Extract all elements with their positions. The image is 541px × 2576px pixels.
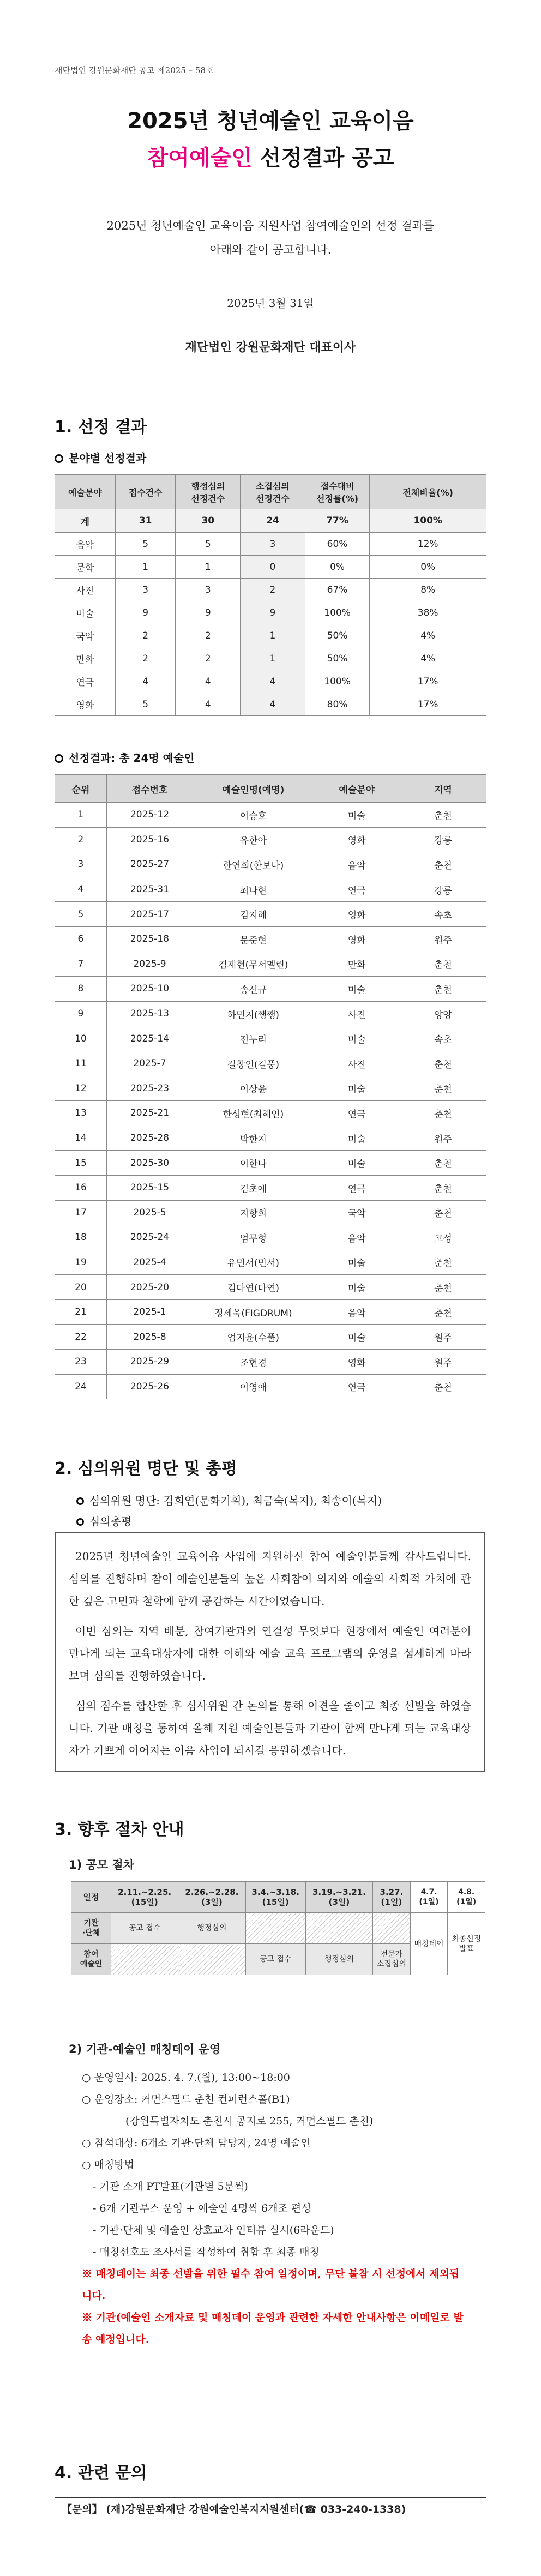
table-cell: 12% xyxy=(370,533,486,556)
table-cell: 31 xyxy=(115,509,176,533)
table-cell: 2025-17 xyxy=(106,902,193,927)
table-cell: 2025-23 xyxy=(106,1076,193,1101)
blank-cell xyxy=(305,1913,372,1944)
section3-title: 3. 향후 절차 안내 xyxy=(55,1820,184,1839)
table-cell: 24 xyxy=(55,1374,107,1399)
review-paragraph: 이번 심의는 지역 배분, 참여기관과의 연결성 무엇보다 현장에서 예술인 여러분이 만나게 되는 교육대상자에 대한 이해와 예술 교육 프로그램의 운영을 섬세하게 바라보며 심의를 진행하였습니다. xyxy=(69,1624,471,1682)
table-cell: 5 xyxy=(176,533,241,556)
org-recv-cell: 공고 접수 xyxy=(111,1913,178,1944)
table-cell: 2025-13 xyxy=(106,1001,193,1026)
table-cell: 원주 xyxy=(400,1325,486,1350)
table-cell: 4 xyxy=(176,670,241,693)
table-cell: 지향희 xyxy=(193,1200,314,1225)
table-cell: 양양 xyxy=(400,1001,486,1026)
table-header: 예술분야 xyxy=(55,475,116,509)
table-cell: 음악 xyxy=(314,1299,400,1325)
table-row xyxy=(55,1051,486,1076)
table-cell: 2025-12 xyxy=(106,803,193,828)
table-cell: 춘천 xyxy=(400,803,486,828)
table-cell: 100% xyxy=(305,670,370,693)
table-cell: 박한지 xyxy=(193,1126,314,1151)
table-row xyxy=(55,624,486,647)
table-cell: 김다연(다연) xyxy=(193,1275,314,1300)
table-header: 행정심의 선정건수 xyxy=(176,475,241,509)
table-cell: 고성 xyxy=(400,1225,486,1250)
table-cell: 1 xyxy=(241,624,305,647)
list-item: ○ 참석대상: 6개소 기관·단체 담당자, 24명 예술인 xyxy=(82,2132,464,2154)
table-cell: 67% xyxy=(305,579,370,601)
table-cell: 6 xyxy=(55,926,107,952)
table-cell: 10 xyxy=(55,1026,107,1051)
page-title-line1: 2025년 청년예술인 교육이음 xyxy=(127,109,414,134)
table-cell: 조현경 xyxy=(193,1350,314,1375)
org-row xyxy=(71,1913,485,1944)
table-cell: 연극 xyxy=(314,1374,400,1399)
circle-bullet-icon xyxy=(76,1497,84,1505)
page-title-line2 xyxy=(0,141,541,172)
table-row xyxy=(55,977,486,1002)
table-cell: 원주 xyxy=(400,1126,486,1151)
table-cell: 4% xyxy=(370,624,486,647)
table-cell: 미술 xyxy=(314,1250,400,1275)
table-cell: 2025-9 xyxy=(106,952,193,977)
circle-bullet-icon xyxy=(76,1518,84,1526)
table-row xyxy=(55,1374,486,1399)
review-paragraph: 심의 점수를 합산한 후 심사위원 간 논의를 통해 이견을 줄이고 최종 선발을 하였습니다. 기관 매칭을 통하여 올해 지원 예술인분들과 기관이 함께 만나게 되는 교육대상자가 기쁘게 이어지는 이음 사업이 되시길 응원하겠습니다. xyxy=(69,1699,471,1757)
table-cell: 춘천 xyxy=(400,1275,486,1300)
blank-cell xyxy=(178,1944,245,1975)
table-cell: 엄무형 xyxy=(193,1225,314,1250)
table-cell: 사진 xyxy=(55,579,116,601)
table-cell: 2025-30 xyxy=(106,1151,193,1176)
final-announce-cell: 최종선정 발표 xyxy=(448,1913,485,1975)
table-row xyxy=(55,1200,486,1225)
table-row xyxy=(55,1101,486,1126)
list-item: (강원특별자치도 춘천시 공지로 255, 커먼스필드 춘천) xyxy=(125,2115,374,2127)
section2-title: 2. 심의위원 명단 및 총평 xyxy=(55,1459,237,1478)
table-cell: 속초 xyxy=(400,902,486,927)
table-cell: 춘천 xyxy=(400,952,486,977)
table-row xyxy=(55,601,486,624)
circle-bullet-icon xyxy=(55,454,63,463)
field-summary-table xyxy=(55,474,486,716)
table-cell: 미술 xyxy=(314,1026,400,1051)
table-cell: 9 xyxy=(55,1001,107,1026)
matching-day-title: 2) 기관-예술인 매칭데이 운영 xyxy=(69,2043,221,2056)
intro-line2: 아래와 같이 공고합니다. xyxy=(209,243,332,256)
table-cell: 23 xyxy=(55,1350,107,1375)
table-row xyxy=(55,1126,486,1151)
table-cell: 계 xyxy=(55,509,116,533)
table-header: 예술인명(예명) xyxy=(193,775,314,803)
table-cell: 2 xyxy=(176,647,241,670)
table-cell: 8 xyxy=(55,977,107,1002)
list-item: - 기관·단체 및 예술인 상호교차 인터뷰 실시(6라운드) xyxy=(93,2224,334,2236)
table-cell: 2025-10 xyxy=(106,977,193,1002)
table-cell: 영화 xyxy=(314,827,400,852)
warning-note: ※ 기관(예술인 소개자료 및 매칭데이 운영과 관련한 자세한 안내사항은 이메일로 발송 예정입니다. xyxy=(82,2312,464,2345)
table-row xyxy=(55,1001,486,1026)
table-cell: 미술 xyxy=(314,1275,400,1300)
section4-title: 4. 관련 문의 xyxy=(55,2464,147,2483)
table-row xyxy=(55,803,486,828)
table-cell: 0% xyxy=(370,556,486,579)
table-cell: 21 xyxy=(55,1299,107,1325)
table-cell: 2025-20 xyxy=(106,1275,193,1300)
table-cell: 13 xyxy=(55,1101,107,1126)
warning-note: ※ 매칭데이는 최종 선발을 위한 필수 참여 일정이며, 무단 불참 시 선정에서 제외됩니다. xyxy=(82,2268,460,2302)
table-cell: 2025-27 xyxy=(106,852,193,877)
table-cell: 미술 xyxy=(314,977,400,1002)
table-row xyxy=(55,1076,486,1101)
schedule-label: 일정 xyxy=(71,1882,111,1913)
table-cell: 영화 xyxy=(314,1350,400,1375)
table-cell: 이한나 xyxy=(193,1151,314,1176)
table-cell: 9 xyxy=(115,601,176,624)
table-cell: 2025-8 xyxy=(106,1325,193,1350)
table-cell: 춘천 xyxy=(400,1051,486,1076)
list-item: - 6개 기관부스 운영 + 예술인 4명씩 6개조 편성 xyxy=(93,2202,311,2214)
org-admin-cell: 행정심의 xyxy=(178,1913,245,1944)
table-cell: 김지혜 xyxy=(193,902,314,927)
table-cell: 영화 xyxy=(55,693,116,716)
table-row xyxy=(55,1250,486,1275)
table-cell: 4% xyxy=(370,647,486,670)
table-cell: 3 xyxy=(241,533,305,556)
table-cell: 2 xyxy=(241,579,305,601)
table-cell: 16 xyxy=(55,1175,107,1200)
table-cell: 3 xyxy=(176,579,241,601)
table-row xyxy=(55,1175,486,1200)
reviewer-list: 심의위원 명단: 김희연(문화기획), 최금숙(복지), 최송이(복지) xyxy=(76,1492,382,1508)
table-cell: 춘천 xyxy=(400,1374,486,1399)
schedule-date: 3.19.~3.21. (3일) xyxy=(305,1882,372,1913)
table-row xyxy=(55,1325,486,1350)
table-cell: 5 xyxy=(55,902,107,927)
table-cell: 음악 xyxy=(314,1225,400,1250)
table-cell: 2025-24 xyxy=(106,1225,193,1250)
table-cell: 2025-21 xyxy=(106,1101,193,1126)
table-cell: 2 xyxy=(115,647,176,670)
table-cell: 최나현 xyxy=(193,877,314,902)
table-header: 지역 xyxy=(400,775,486,803)
section1-sub1: 분야별 선정결과 xyxy=(55,449,146,465)
table-cell: 8% xyxy=(370,579,486,601)
announcement-number: 재단법인 강원문화재단 공고 제2025 – 58호 xyxy=(55,65,214,75)
table-cell: 2 xyxy=(55,827,107,852)
table-row xyxy=(55,902,486,927)
list-item: ○ 운영장소: 커먼스필드 춘천 컨퍼런스홀(B1) xyxy=(82,2089,464,2110)
table-cell: 유민서(민서) xyxy=(193,1250,314,1275)
table-cell: 17% xyxy=(370,670,486,693)
table-row xyxy=(55,647,486,670)
blank-cell xyxy=(111,1944,178,1975)
table-cell: 원주 xyxy=(400,1350,486,1375)
table-cell: 3 xyxy=(115,579,176,601)
table-cell: 이상윤 xyxy=(193,1076,314,1101)
table-row xyxy=(55,1350,486,1375)
table-cell: 국악 xyxy=(314,1200,400,1225)
table-cell: 춘천 xyxy=(400,1076,486,1101)
review-subtitle: 심의총평 xyxy=(76,1513,131,1528)
table-cell: 4 xyxy=(55,877,107,902)
table-cell: 19 xyxy=(55,1250,107,1275)
table-cell: 24 xyxy=(241,509,305,533)
table-cell: 이영애 xyxy=(193,1374,314,1399)
table-row xyxy=(55,670,486,693)
selected-artists-table xyxy=(55,774,486,1399)
schedule-date: 4.7. (1일) xyxy=(410,1882,448,1913)
blank-cell xyxy=(373,1913,411,1944)
schedule-date: 4.8. (1일) xyxy=(448,1882,485,1913)
table-cell: 5 xyxy=(115,533,176,556)
blank-cell xyxy=(245,1913,305,1944)
table-cell: 만화 xyxy=(55,647,116,670)
circle-bullet-icon xyxy=(55,754,63,763)
schedule-row xyxy=(71,1882,485,1913)
table-cell: 춘천 xyxy=(400,977,486,1002)
board-review-cell: 전문가 소집심의 xyxy=(373,1944,411,1975)
table-cell: 엄지윤(수풀) xyxy=(193,1325,314,1350)
table-header: 접수번호 xyxy=(106,775,193,803)
table-cell: 춘천 xyxy=(400,1250,486,1275)
list-item: ○ 운영일시: 2025. 4. 7.(월), 13:00~18:00 xyxy=(82,2067,464,2089)
table-cell: 연극 xyxy=(314,877,400,902)
table-cell: 김재현(무서멜린) xyxy=(193,952,314,977)
table-cell: 이승호 xyxy=(193,803,314,828)
table-cell: 17 xyxy=(55,1200,107,1225)
table-cell: 연극 xyxy=(314,1101,400,1126)
table-row xyxy=(55,1225,486,1250)
table-row xyxy=(55,926,486,952)
table-cell: 길창인(길풍) xyxy=(193,1051,314,1076)
table-cell: 11 xyxy=(55,1051,107,1076)
table-cell: 12 xyxy=(55,1076,107,1101)
table-row xyxy=(55,827,486,852)
title-rest: 선정결과 공고 xyxy=(252,146,394,171)
schedule-date: 3.27. (1일) xyxy=(373,1882,411,1913)
table-cell: 0 xyxy=(241,556,305,579)
table-cell: 9 xyxy=(176,601,241,624)
schedule-date: 2.11.~2.25. (15일) xyxy=(111,1882,178,1913)
table-cell: 속초 xyxy=(400,1026,486,1051)
table-cell: 4 xyxy=(241,693,305,716)
table-cell: 38% xyxy=(370,601,486,624)
table-cell: 1 xyxy=(176,556,241,579)
table-total-row xyxy=(55,509,486,533)
section1-title: 1. 선정 결과 xyxy=(55,418,147,437)
table-cell: 15 xyxy=(55,1151,107,1176)
table-cell: 2025-18 xyxy=(106,926,193,952)
table-cell: 2025-5 xyxy=(106,1200,193,1225)
table-cell: 100% xyxy=(305,601,370,624)
table-cell: 국악 xyxy=(55,624,116,647)
table-cell: 2025-26 xyxy=(106,1374,193,1399)
announcement-date: 2025년 3월 31일 xyxy=(227,297,314,310)
table-cell: 2 xyxy=(176,624,241,647)
table-cell: 9 xyxy=(241,601,305,624)
table-cell: 연극 xyxy=(314,1175,400,1200)
table-row xyxy=(55,1026,486,1051)
table-cell: 18 xyxy=(55,1225,107,1250)
table-row xyxy=(55,952,486,977)
table-header: 접수대비 선정률(%) xyxy=(305,475,370,509)
table-cell: 2025-16 xyxy=(106,827,193,852)
table-cell: 미술 xyxy=(314,1126,400,1151)
table-row xyxy=(55,852,486,877)
table-cell: 50% xyxy=(305,624,370,647)
table-cell: 문학 xyxy=(55,556,116,579)
table-cell: 사진 xyxy=(314,1051,400,1076)
matching-day-list xyxy=(82,2067,464,2350)
table-cell: 2025-7 xyxy=(106,1051,193,1076)
table-cell: 4 xyxy=(115,670,176,693)
table-cell: 2025-14 xyxy=(106,1026,193,1051)
table-cell: 한연희(한보나) xyxy=(193,852,314,877)
table-row xyxy=(55,877,486,902)
table-cell: 만화 xyxy=(314,952,400,977)
schedule-date: 2.26.~2.28. (3일) xyxy=(178,1882,245,1913)
table-cell: 1 xyxy=(115,556,176,579)
table-cell: 춘천 xyxy=(400,1299,486,1325)
table-cell: 강릉 xyxy=(400,827,486,852)
table-row xyxy=(55,693,486,716)
table-cell: 1 xyxy=(241,647,305,670)
table-cell: 2 xyxy=(115,624,176,647)
table-row xyxy=(55,1151,486,1176)
table-cell: 2025-28 xyxy=(106,1126,193,1151)
table-cell: 30 xyxy=(176,509,241,533)
table-cell: 1 xyxy=(55,803,107,828)
schedule-date: 3.4.~3.18. (15일) xyxy=(245,1882,305,1913)
table-header: 예술분야 xyxy=(314,775,400,803)
table-cell: 22 xyxy=(55,1325,107,1350)
table-cell: 음악 xyxy=(55,533,116,556)
table-cell: 4 xyxy=(176,693,241,716)
table-cell: 20 xyxy=(55,1275,107,1300)
list-item: - 기관 소개 PT발표(기관별 5분씩) xyxy=(93,2181,248,2193)
title-accent: 참여예술인 xyxy=(147,146,253,171)
artist-admin-cell: 행정심의 xyxy=(305,1944,372,1975)
table-cell: 60% xyxy=(305,533,370,556)
table-cell: 미술 xyxy=(314,1325,400,1350)
table-cell: 김초예 xyxy=(193,1175,314,1200)
section1-sub2: 선정결과: 총 24명 예술인 xyxy=(55,749,195,765)
review-comment-box xyxy=(55,1532,485,1772)
list-item: - 매칭선호도 조사서를 작성하여 취합 후 최종 매칭 xyxy=(93,2246,320,2258)
table-cell: 0% xyxy=(305,556,370,579)
table-cell: 미술 xyxy=(55,601,116,624)
table-cell: 전누리 xyxy=(193,1026,314,1051)
table-cell: 영화 xyxy=(314,902,400,927)
table-cell: 음악 xyxy=(314,852,400,877)
table-cell: 유한아 xyxy=(193,827,314,852)
organization-signature: 재단법인 강원문화재단 대표이사 xyxy=(185,340,356,354)
table-cell: 80% xyxy=(305,693,370,716)
table-cell: 미술 xyxy=(314,803,400,828)
table-header: 전체비율(%) xyxy=(370,475,486,509)
table-cell: 한성현(최해인) xyxy=(193,1101,314,1126)
table-cell: 미술 xyxy=(314,1151,400,1176)
table-cell: 송신규 xyxy=(193,977,314,1002)
table-row xyxy=(55,556,486,579)
table-cell: 14 xyxy=(55,1126,107,1151)
list-item: ○ 매칭방법 xyxy=(82,2154,464,2176)
table-cell: 미술 xyxy=(314,1076,400,1101)
table-cell: 2025-15 xyxy=(106,1175,193,1200)
table-cell: 3 xyxy=(55,852,107,877)
table-cell: 50% xyxy=(305,647,370,670)
table-header: 순위 xyxy=(55,775,107,803)
table-row xyxy=(55,533,486,556)
table-cell: 2025-29 xyxy=(106,1350,193,1375)
table-cell: 5 xyxy=(115,693,176,716)
table-cell: 사진 xyxy=(314,1001,400,1026)
table-row xyxy=(55,1299,486,1325)
table-cell: 영화 xyxy=(314,926,400,952)
procedure-label: 1) 공모 절차 xyxy=(69,1858,134,1871)
table-cell: 춘천 xyxy=(400,1101,486,1126)
intro-text xyxy=(82,214,459,262)
table-cell: 춘천 xyxy=(400,1175,486,1200)
table-cell: 4 xyxy=(241,670,305,693)
table-cell: 하민지(쨍쨍) xyxy=(193,1001,314,1026)
table-cell: 원주 xyxy=(400,926,486,952)
table-cell: 정세욱(FIGDRUM) xyxy=(193,1299,314,1325)
artist-recv-cell: 공고 접수 xyxy=(245,1944,305,1975)
table-cell: 100% xyxy=(370,509,486,533)
table-header: 소집심의 선정건수 xyxy=(241,475,305,509)
table-cell: 문준현 xyxy=(193,926,314,952)
procedure-schedule-table xyxy=(71,1881,485,1975)
contact-info: 【문의】 (재)강원문화재단 강원예술인복지지원센터(☎ 033-240-1338) xyxy=(55,2497,486,2521)
table-header: 접수건수 xyxy=(115,475,176,509)
row-label-artist: 참여 예술인 xyxy=(71,1944,111,1975)
review-paragraph: 2025년 청년예술인 교육이음 사업에 지원하신 참여 예술인분들께 감사드립니다. 심의를 진행하며 참여 예술인분들의 높은 사회참여 의지와 예술의 사회적 가치에 관한 깊은 고민과 철학에 함께 공감하는 시간이었습니다. xyxy=(69,1550,471,1608)
table-cell: 연극 xyxy=(55,670,116,693)
row-label-org: 기관 ·단체 xyxy=(71,1913,111,1944)
table-cell: 강릉 xyxy=(400,877,486,902)
table-cell: 2025-4 xyxy=(106,1250,193,1275)
table-cell: 춘천 xyxy=(400,1200,486,1225)
match-day-cell: 매칭데이 xyxy=(410,1913,448,1975)
table-row xyxy=(55,1275,486,1300)
table-cell: 2025-1 xyxy=(106,1299,193,1325)
table-header-row xyxy=(55,475,486,509)
table-cell: 2025-31 xyxy=(106,877,193,902)
intro-line1: 2025년 청년예술인 교육이음 지원사업 참여예술인의 선정 결과를 xyxy=(106,219,435,232)
table-header-row xyxy=(55,775,486,803)
table-cell: 7 xyxy=(55,952,107,977)
table-cell: 춘천 xyxy=(400,852,486,877)
table-cell: 춘천 xyxy=(400,1151,486,1176)
table-cell: 77% xyxy=(305,509,370,533)
table-cell: 17% xyxy=(370,693,486,716)
table-row xyxy=(55,579,486,601)
